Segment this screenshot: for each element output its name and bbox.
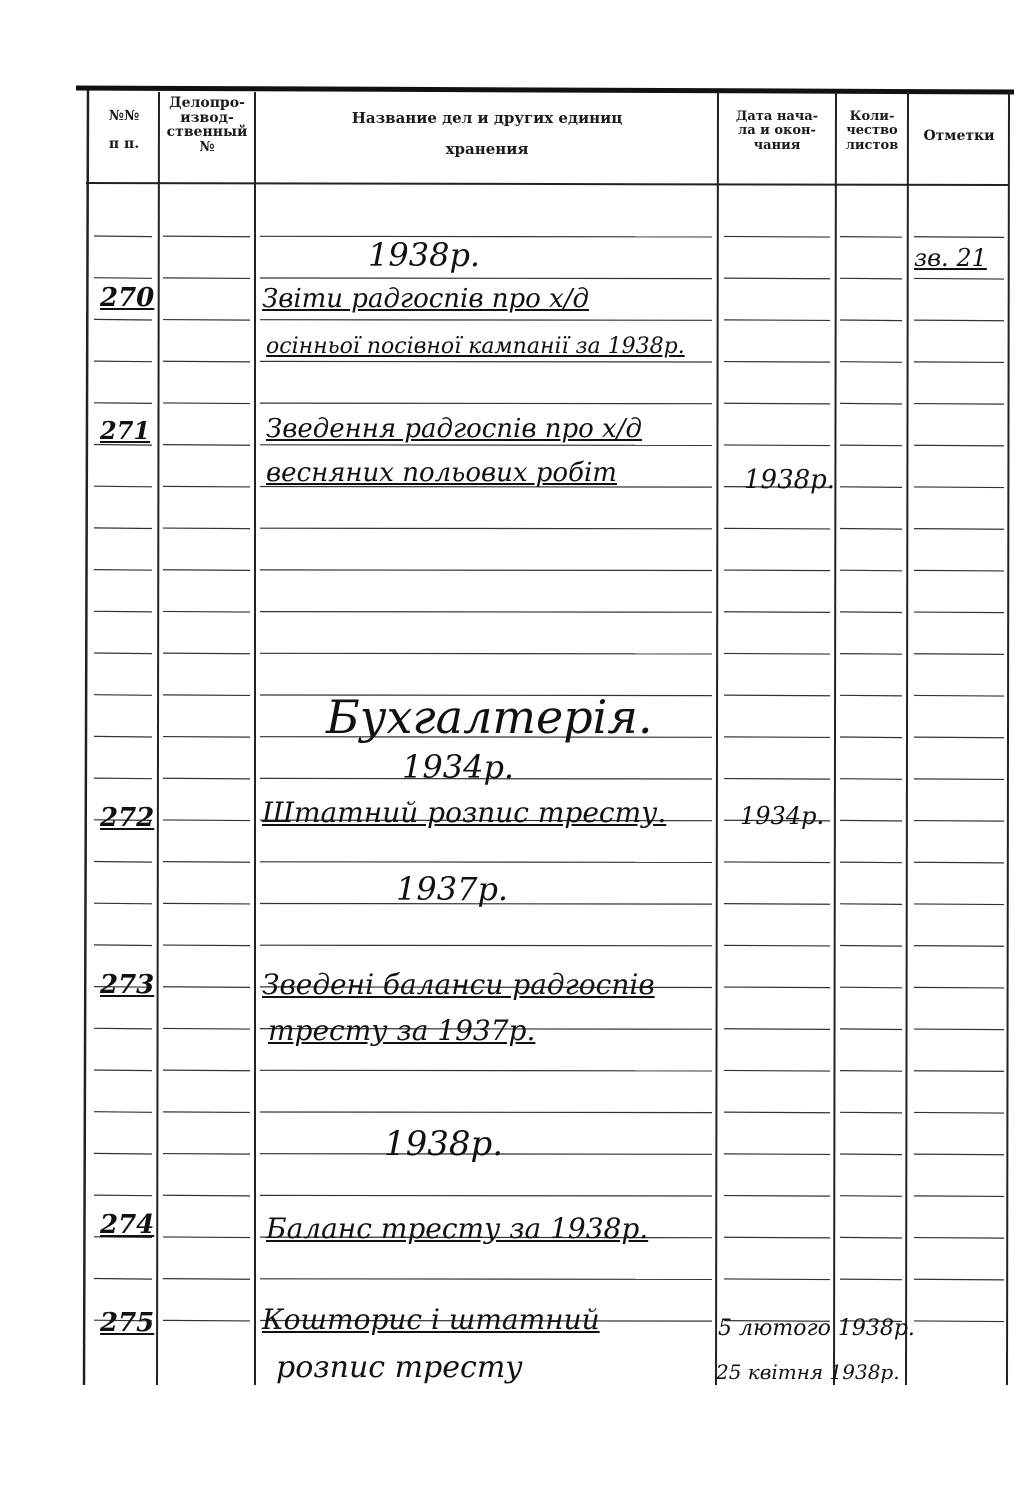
header-col-office	[160, 96, 254, 155]
row-rule	[840, 445, 902, 446]
header-col-sheets-l1: Коли-	[849, 109, 895, 124]
row-rule	[724, 1154, 830, 1155]
row-rule	[914, 904, 1004, 905]
row-rule	[840, 862, 902, 863]
row-rule	[724, 403, 830, 404]
row-rule	[260, 445, 712, 446]
row-rule	[94, 1195, 152, 1196]
row-rule	[840, 237, 902, 238]
header-col-office-l3: ственный	[166, 124, 248, 141]
row-rule	[163, 987, 250, 988]
header-col-notes: Отметки	[923, 128, 995, 144]
row-rule	[260, 862, 712, 863]
header-col-office-l4: №	[199, 139, 215, 156]
table-top-rule	[76, 88, 1014, 92]
row-rule	[914, 612, 1004, 613]
row-rule	[724, 1029, 830, 1030]
row-rule	[914, 487, 1004, 488]
row-rules	[94, 236, 1004, 1322]
row-rule	[94, 653, 152, 654]
entry-275-dates-line1: 5 лютого 1938р.	[718, 1316, 915, 1341]
entry-274-number: 274	[100, 1210, 155, 1240]
row-rule	[260, 653, 712, 654]
row-rule	[914, 1196, 1004, 1197]
row-rule	[724, 1196, 830, 1197]
row-rule	[914, 946, 1004, 947]
row-rule	[724, 278, 830, 279]
row-rule	[94, 945, 152, 946]
header-col-dates-l2: ла и окон-	[738, 123, 816, 139]
row-rule	[840, 403, 902, 404]
row-rule	[840, 1112, 902, 1113]
row-rule	[163, 320, 250, 321]
col-rule-right	[1007, 92, 1009, 1385]
row-rule	[914, 570, 1004, 571]
entry-271-title-line1: Зведення радгоспів про х/д	[266, 414, 642, 444]
col-rule-left	[84, 90, 88, 1385]
row-rule	[724, 528, 830, 529]
row-rule	[163, 1028, 250, 1029]
row-rule	[94, 695, 152, 696]
row-rule	[260, 612, 712, 613]
row-rule	[94, 1112, 152, 1113]
entry-275-title-line1: Кошторис і штатний	[262, 1303, 600, 1336]
header-col-dates-l3: чания	[753, 137, 801, 153]
row-rule	[260, 570, 712, 571]
row-rule	[94, 736, 152, 737]
row-rule	[163, 778, 250, 779]
row-rule	[724, 1070, 830, 1071]
row-rule	[840, 737, 902, 738]
row-rule	[163, 361, 250, 362]
entry-275-title-line2: розпис тресту	[276, 1350, 523, 1385]
row-rule	[94, 1028, 152, 1029]
row-rule	[914, 695, 1004, 696]
row-rule	[163, 1320, 250, 1321]
row-rule	[840, 570, 902, 571]
header-col-title-l2: хранения	[445, 140, 529, 159]
row-rule	[840, 820, 902, 821]
year-heading-1938: 1938р.	[384, 1124, 504, 1164]
row-rule	[260, 278, 712, 279]
row-rule	[914, 320, 1004, 321]
entry-273-title-line2: тресту за 1937р.	[268, 1014, 536, 1047]
section-title-accounting: Бухгалтерія.	[326, 690, 653, 744]
row-rule	[163, 945, 250, 946]
row-rule	[914, 1029, 1004, 1030]
year-heading-1937: 1937р.	[396, 870, 509, 908]
row-rule	[724, 320, 830, 321]
row-rule	[840, 529, 902, 530]
row-rule	[260, 1112, 712, 1113]
header-col-number	[92, 108, 156, 152]
row-rule	[840, 654, 902, 655]
row-rule	[163, 486, 250, 487]
row-rule	[94, 1070, 152, 1071]
header-col-sheets-l3: листов	[845, 137, 899, 153]
row-rule	[260, 945, 712, 946]
row-rule	[724, 653, 830, 654]
entry-275-number: 275	[100, 1308, 155, 1338]
year-heading-1934: 1934р.	[402, 748, 515, 786]
row-rule	[94, 1279, 152, 1280]
row-rule	[840, 1071, 902, 1072]
row-rule	[163, 903, 250, 904]
row-rule	[914, 404, 1004, 405]
entry-271-title-line2: весняних польових робіт	[266, 458, 617, 488]
row-rule	[840, 1279, 902, 1280]
entry-273-title-line1: Зведені баланси радгоспів	[262, 968, 655, 1001]
col-rule-3	[716, 92, 718, 1385]
row-rule	[163, 236, 250, 237]
header-col-sheets-l2: чество	[846, 123, 898, 139]
row-rule	[94, 1153, 152, 1154]
row-rule	[163, 695, 250, 696]
row-rule	[914, 654, 1004, 655]
row-rule	[163, 278, 250, 279]
row-rule	[724, 987, 830, 988]
entry-271-number: 271	[100, 416, 151, 445]
row-rule	[163, 1154, 250, 1155]
row-rule	[914, 237, 1004, 238]
row-rule	[724, 862, 830, 863]
row-rule	[914, 737, 1004, 738]
entry-270-title-line1: Звіти радгоспів про х/д	[262, 284, 589, 314]
row-rule	[840, 946, 902, 947]
row-rule	[260, 320, 712, 321]
row-rule	[914, 362, 1004, 363]
row-rule	[163, 1195, 250, 1196]
row-rule	[724, 236, 830, 237]
row-rule	[163, 653, 250, 654]
row-rule	[94, 319, 152, 320]
row-rule	[163, 737, 250, 738]
row-rule	[163, 1279, 250, 1280]
row-rule	[260, 528, 712, 529]
row-rule	[914, 529, 1004, 530]
row-rule	[724, 945, 830, 946]
entry-271-dates: 1938р.	[744, 465, 836, 495]
row-rule	[724, 445, 830, 446]
row-rule	[94, 778, 152, 779]
row-rule	[94, 236, 152, 237]
row-rule	[163, 862, 250, 863]
entry-273-number: 273	[100, 970, 155, 1000]
year-heading-1938-top: 1938р.	[368, 236, 481, 274]
row-rule	[94, 403, 152, 404]
row-rule	[724, 612, 830, 613]
row-rule	[724, 1112, 830, 1113]
col-rule-5	[906, 92, 908, 1385]
row-rule	[163, 528, 250, 529]
row-rule	[914, 987, 1004, 988]
row-rule	[840, 1029, 902, 1030]
row-rule	[94, 486, 152, 487]
row-rule	[94, 903, 152, 904]
entry-274-title-line1: Баланс тресту за 1938р.	[266, 1212, 649, 1245]
row-rule	[724, 362, 830, 363]
col-rule-4	[834, 92, 836, 1385]
row-rule	[94, 278, 152, 279]
row-rule	[260, 1195, 712, 1196]
header-col-office-l2: извод-	[180, 109, 234, 126]
row-rule	[914, 1071, 1004, 1072]
row-rule	[840, 612, 902, 613]
entry-272-title-line1: Штатний розпис тресту.	[262, 796, 667, 829]
row-rule	[163, 820, 250, 821]
row-rule	[724, 1279, 830, 1280]
header-bottom-rule	[86, 183, 1008, 185]
row-rule	[914, 1279, 1004, 1280]
row-rule	[724, 737, 830, 738]
row-rule	[840, 278, 902, 279]
header-col-number-l2: п п.	[108, 136, 140, 153]
header-col-sheets	[837, 110, 907, 153]
row-rule	[840, 362, 902, 363]
header-col-title-l1: Название дел и других единиц	[351, 109, 623, 127]
header-col-dates-l1: Дата нача-	[735, 109, 819, 124]
row-rule	[94, 570, 152, 571]
row-rule	[163, 1070, 250, 1071]
row-rule	[260, 1070, 712, 1071]
row-rule	[163, 570, 250, 571]
row-rule	[840, 320, 902, 321]
row-rule	[163, 1112, 250, 1113]
row-rule	[914, 278, 1004, 279]
row-rule	[94, 611, 152, 612]
row-rule	[163, 403, 250, 404]
header-col-office-l1: Делопро-	[169, 95, 245, 111]
row-rule	[914, 779, 1004, 780]
row-rule	[724, 904, 830, 905]
row-rule	[163, 611, 250, 612]
row-rule	[914, 1112, 1004, 1113]
header-col-dates	[720, 110, 834, 153]
col-rule-1	[157, 92, 159, 1385]
row-rule	[260, 361, 712, 362]
note-top: зв. 21	[914, 244, 987, 272]
row-rule	[840, 1196, 902, 1197]
row-rule	[94, 862, 152, 863]
row-rule	[840, 779, 902, 780]
row-rule	[914, 445, 1004, 446]
row-rule	[840, 904, 902, 905]
row-rule	[260, 1279, 712, 1280]
row-rule	[840, 1237, 902, 1238]
row-rule	[840, 695, 902, 696]
row-rule	[724, 1237, 830, 1238]
row-rule	[914, 1154, 1004, 1155]
entry-272-dates: 1934р.	[740, 802, 825, 830]
row-rule	[914, 821, 1004, 822]
row-rule	[724, 779, 830, 780]
row-rule	[724, 695, 830, 696]
header-col-title	[262, 110, 712, 159]
row-rule	[724, 570, 830, 571]
row-rule	[94, 528, 152, 529]
header-col-number-l1: №№	[108, 108, 140, 124]
row-rule	[840, 487, 902, 488]
row-rule	[260, 403, 712, 404]
row-rule	[840, 1154, 902, 1155]
row-rule	[914, 1321, 1004, 1322]
row-rule	[914, 1238, 1004, 1239]
row-rule	[914, 862, 1004, 863]
row-rule	[260, 236, 712, 237]
row-rule	[840, 987, 902, 988]
row-rule	[163, 1237, 250, 1238]
entry-270-title-line2: осінньої посівної кампанії за 1938р.	[266, 334, 685, 359]
row-rule	[94, 361, 152, 362]
entry-275-dates-line2: 25 квітня 1938р.	[716, 1360, 900, 1384]
entry-272-number: 272	[100, 803, 155, 833]
row-rule	[163, 445, 250, 446]
entry-270-number: 270	[100, 283, 155, 313]
